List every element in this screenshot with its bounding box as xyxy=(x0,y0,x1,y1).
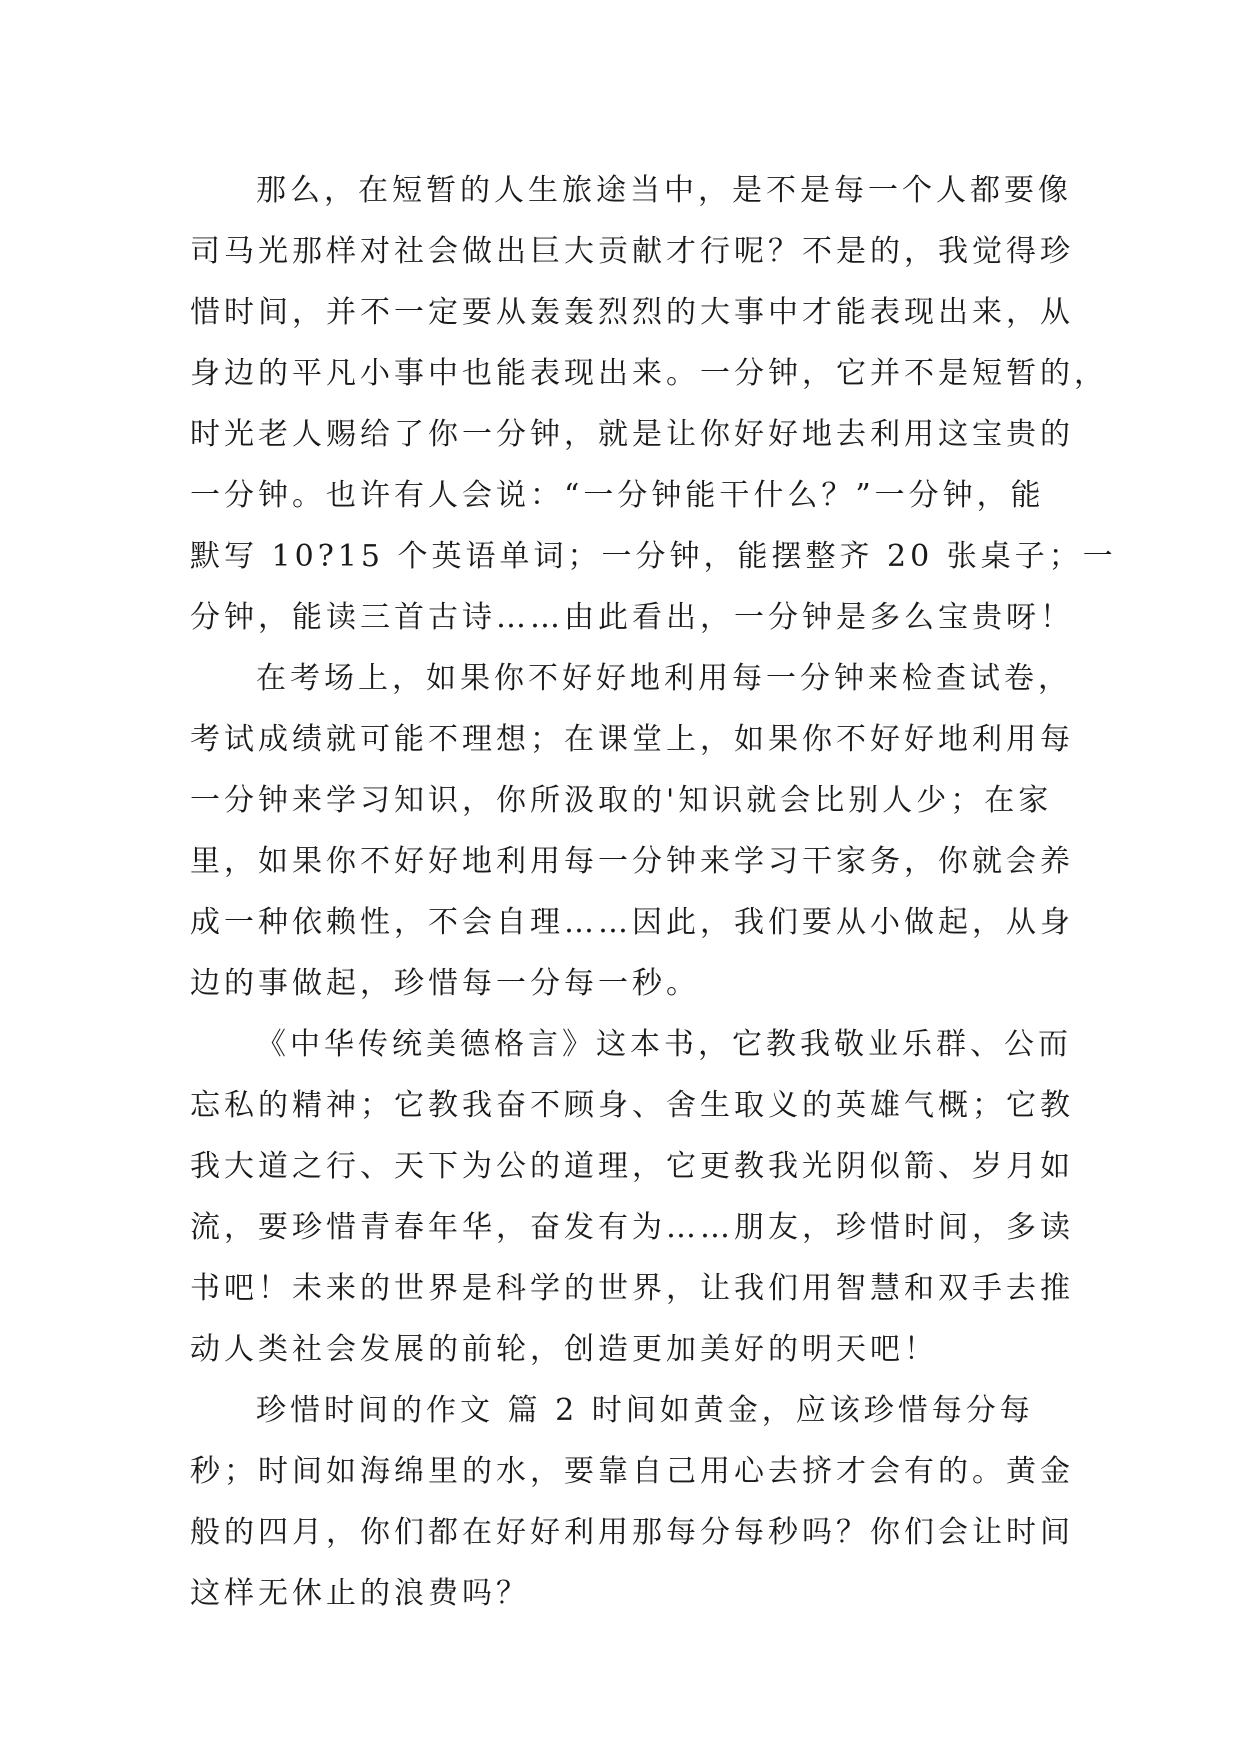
paragraph-2-line-4: 里，如果你不好好地利用每一分钟来学习干家务，你就会养 xyxy=(190,844,1074,879)
paragraph-4-line-1: 珍惜时间的作文 篇 2 时间如黄金，应该珍惜每分每 xyxy=(256,1393,1034,1428)
paragraph-3-line-4: 流，要珍惜青春年华，奋发有为……朋友，珍惜时间，多读 xyxy=(190,1210,1074,1245)
paragraph-1-line-3: 惜时间，并不一定要从轰轰烈烈的大事中才能表现出来，从 xyxy=(190,295,1074,330)
article-body xyxy=(190,160,1117,1624)
paragraph-4-line-2: 秒；时间如海绵里的水，要靠自己用心去挤才会有的。黄金 xyxy=(190,1454,1074,1489)
paragraph-1-line-1: 那么，在短暂的人生旅途当中，是不是每一个人都要像 xyxy=(256,173,1072,208)
paragraph-2-line-3: 一分钟来学习知识，你所汲取的'知识就会比别人少；在家 xyxy=(190,783,1053,818)
paragraph-1-line-7: 默写 10?15 个英语单词；一分钟，能摆整齐 20 张桌子；一 xyxy=(190,539,1117,574)
paragraph-2-line-2: 考试成绩就可能不理想；在课堂上，如果你不好好地利用每 xyxy=(190,722,1074,757)
paragraph-3-line-6: 动人类社会发展的前轮，创造更加美好的明天吧！ xyxy=(190,1332,938,1367)
paragraph-3-line-5: 书吧！未来的世界是科学的世界，让我们用智慧和双手去推 xyxy=(190,1271,1074,1306)
paragraph-4-line-3: 般的四月，你们都在好好利用那每分每秒吗？你们会让时间 xyxy=(190,1515,1074,1550)
paragraph-1-line-4: 身边的平凡小事中也能表现出来。一分钟，它并不是短暂的， xyxy=(190,356,1108,391)
paragraph-2-line-6: 边的事做起，珍惜每一分每一秒。 xyxy=(190,966,700,1001)
paragraph-1-line-2: 司马光那样对社会做出巨大贡献才行呢？不是的，我觉得珍 xyxy=(190,234,1074,269)
paragraph-1-line-5: 时光老人赐给了你一分钟，就是让你好好地去利用这宝贵的 xyxy=(190,417,1074,452)
paragraph-1-line-6: 一分钟。也许有人会说：“一分钟能干什么？”一分钟，能 xyxy=(190,478,1045,513)
paragraph-1-line-8: 分钟，能读三首古诗……由此看出，一分钟是多么宝贵呀！ xyxy=(190,600,1074,635)
paragraph-2-line-1: 在考场上，如果你不好好地利用每一分钟来检查试卷， xyxy=(256,661,1072,696)
paragraph-3-line-1: 《中华传统美德格言》这本书，它教我敬业乐群、公而 xyxy=(256,1027,1072,1062)
paragraph-2-line-5: 成一种依赖性，不会自理……因此，我们要从小做起，从身 xyxy=(190,905,1074,940)
paragraph-4-line-4: 这样无休止的浪费吗？ xyxy=(190,1576,530,1611)
paragraph-3-line-3: 我大道之行、天下为公的道理，它更教我光阴似箭、岁月如 xyxy=(190,1149,1074,1184)
paragraph-3-line-2: 忘私的精神；它教我奋不顾身、舍生取义的英雄气概；它教 xyxy=(190,1088,1074,1123)
